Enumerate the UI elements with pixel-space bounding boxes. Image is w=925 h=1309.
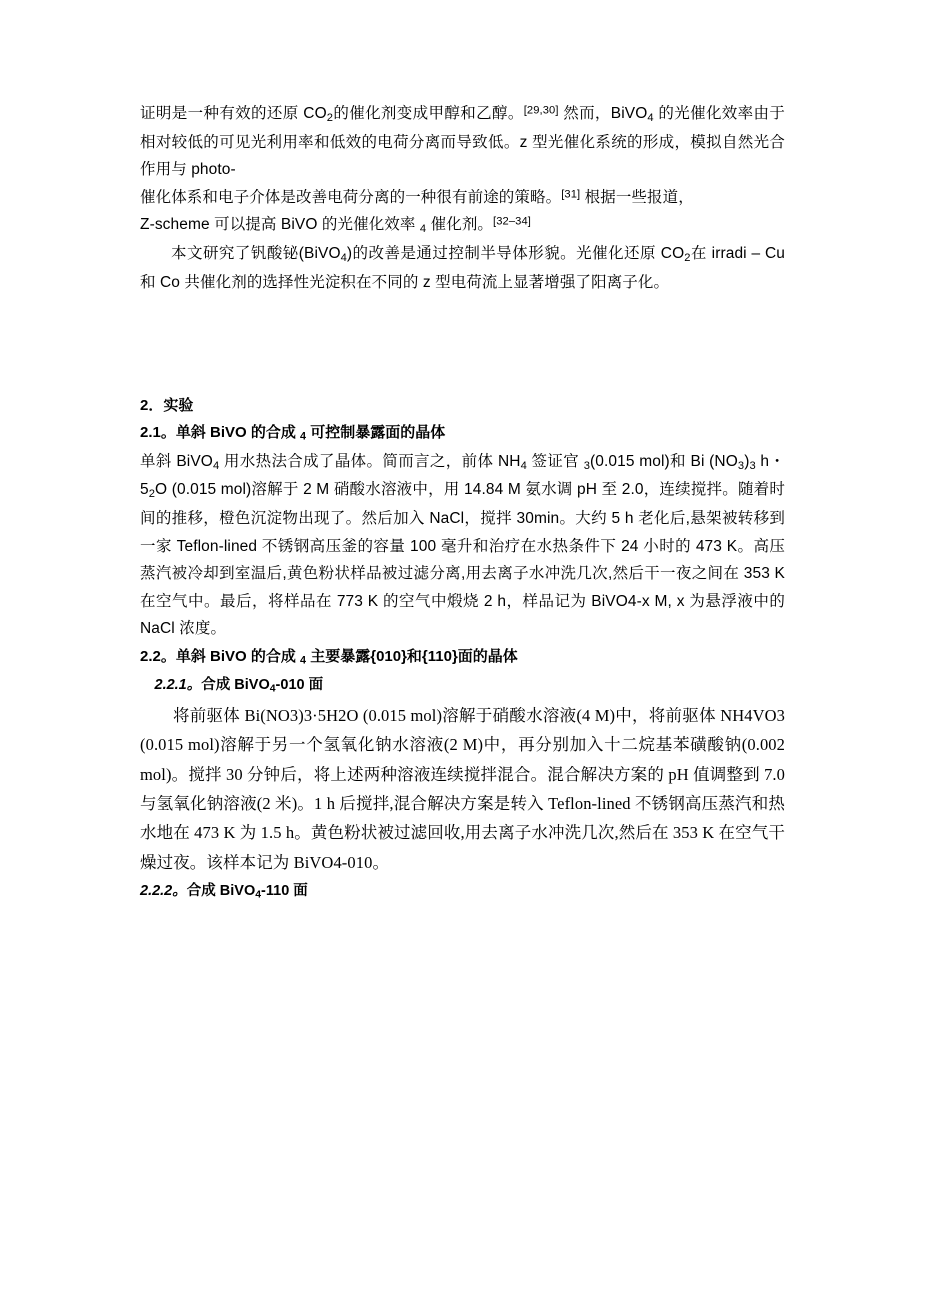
text-run: 根据一些报道， — [580, 188, 694, 206]
subscript: 3 — [737, 459, 745, 472]
subscript: 4 — [255, 889, 262, 901]
subscript: 4 — [269, 683, 276, 695]
section-number: 2.2.1。 — [154, 677, 202, 694]
section-title-cont: 主要暴露{010}和{110}面的晶体 — [306, 647, 518, 665]
text-run: 本文研究了钒酸铋(BiVO — [171, 244, 341, 262]
section-title-cont: 可控制暴露面的晶体 — [306, 424, 446, 442]
document-body — [140, 100, 785, 906]
subscript: 4 — [520, 459, 527, 472]
subscript: 4 — [419, 223, 427, 236]
text-run: (0.015 mol)和 Bi (NO — [590, 452, 738, 470]
paragraph-intro-2 — [140, 184, 785, 212]
paragraph-intro-3 — [140, 211, 785, 240]
text-run: Z-scheme 可以提高 BiVO 的光催化效率 — [140, 216, 420, 234]
text-run: 单斜 BiVO — [140, 452, 213, 470]
subscript: 4 — [300, 430, 307, 443]
text-run: )的改善是通过控制半导体形貌。光催化还原 CO — [346, 244, 685, 262]
section-title: 实验 — [163, 397, 194, 415]
subscript: 3 — [749, 459, 756, 472]
text-run: O (0.015 mol)溶解于 2 M 硝酸水溶液中，用 14.84 M 氨水调 pH 至 2.0，连续搅拌。随着时间的推移，橙色沉淀物出现了。然后加入 NaCl，搅拌 30min。大约 5 h 老化后,悬架被转移到一家 Teflon-lined 不锈钢高压釜的容量 100 毫升和治疗在水热条件下 24 小时的 473 K。高压蒸汽被冷却到室温后,黄色粉状样品被过滤分离,用去离子水冲洗几次,然后干一夜之间在 353 K 在空气中。最后，将样品在 773 K 的空气中煅烧 2 h，样品记为 BiVO4-x M, x 为悬浮液中的 NaCl 浓度。 — [140, 481, 785, 638]
section-title: 合成 BiVO — [201, 677, 270, 694]
section-number: 2.1。 — [140, 424, 176, 442]
section-number: 2． — [140, 397, 164, 415]
subscript: 4 — [647, 111, 654, 124]
text-run: h・5 — [140, 452, 786, 499]
text-run: ) — [744, 452, 750, 470]
text-run: 的催化剂变成甲醇和乙醇。 — [333, 105, 524, 122]
paragraph-intro-4 — [140, 240, 785, 296]
text-run: 签证官 — [526, 452, 584, 470]
section-spacer — [140, 296, 785, 392]
text-run: 催化体系和电子介体是改善电荷分离的一种很有前途的策略。 — [140, 188, 562, 206]
text-run: 在 irradi – Cu 和 Co 共催化剂的选择性光淀积在不同的 z 型电荷流上显著增强了阳离子化。 — [140, 244, 786, 291]
citation-reference: [32–34] — [493, 215, 531, 228]
text-run: 催化剂。 — [426, 216, 494, 234]
section-number: 2.2。 — [140, 647, 176, 665]
subscript: 2 — [684, 251, 691, 264]
heading-section-2-2 — [140, 643, 785, 672]
section-title-cont: -110 面 — [261, 882, 308, 899]
heading-section-2-2-1 — [140, 671, 785, 700]
subscript: 4 — [300, 654, 307, 667]
heading-section-2-2-2 — [140, 877, 785, 906]
subscript: 3 — [583, 459, 591, 472]
section-title-cont: -010 面 — [275, 677, 324, 694]
subscript: 4 — [212, 459, 220, 472]
heading-section-2-1 — [140, 419, 785, 448]
section-title: 单斜 BiVO 的合成 — [175, 424, 301, 442]
paragraph-2-2-1-body: 将前驱体 Bi(NO3)3·5H2O (0.015 mol)溶解于硝酸水溶液(4 M)中，将前驱体 NH4VO3 (0.015 mol)溶解于另一个氢氧化钠水溶液(2 M)中，再分别加入十二烷基苯磺酸钠(0.002 mol)。搅拌 30 分钟后，将上述两种溶液连续搅拌混合。混合解决方案的 pH 值调整到 7.0 与氢氧化钠溶液(2 米)。1 h 后搅拌,混合解决方案是转入 Teflon-lined 不锈钢高压蒸汽和热水地在 473 K 为 1.5 h。黄色粉状被过滤回收,用去离子水冲洗几次,然后在 353 K 在空气干燥过夜。该样本记为 BiVO4-010。 — [140, 705, 785, 872]
text-run: 的光催化效率由于相对较低的可见光利用率和低效的电荷分离而导致低。z 型光催化系统的形成，模拟自然光合作用与 photo- — [140, 105, 785, 179]
section-number: 2.2.2。 — [140, 882, 187, 899]
citation-reference: [29,30] — [523, 104, 559, 117]
heading-section-2 — [140, 392, 785, 419]
section-title: 单斜 BiVO 的合成 — [175, 647, 301, 665]
subscript: 2 — [148, 488, 156, 501]
text-run: 证明是一种有效的还原 CO — [140, 105, 327, 122]
paragraph-intro-1 — [140, 100, 785, 184]
text-run: 然而，BiVO — [558, 105, 648, 122]
subscript: 4 — [340, 251, 347, 264]
text-run: 用水热法合成了晶体。简而言之，前体 NH — [219, 452, 521, 470]
paragraph-2-1-body — [140, 448, 785, 643]
section-title: 合成 BiVO — [186, 882, 256, 899]
subscript: 2 — [326, 111, 334, 124]
citation-reference: [31] — [561, 188, 581, 201]
